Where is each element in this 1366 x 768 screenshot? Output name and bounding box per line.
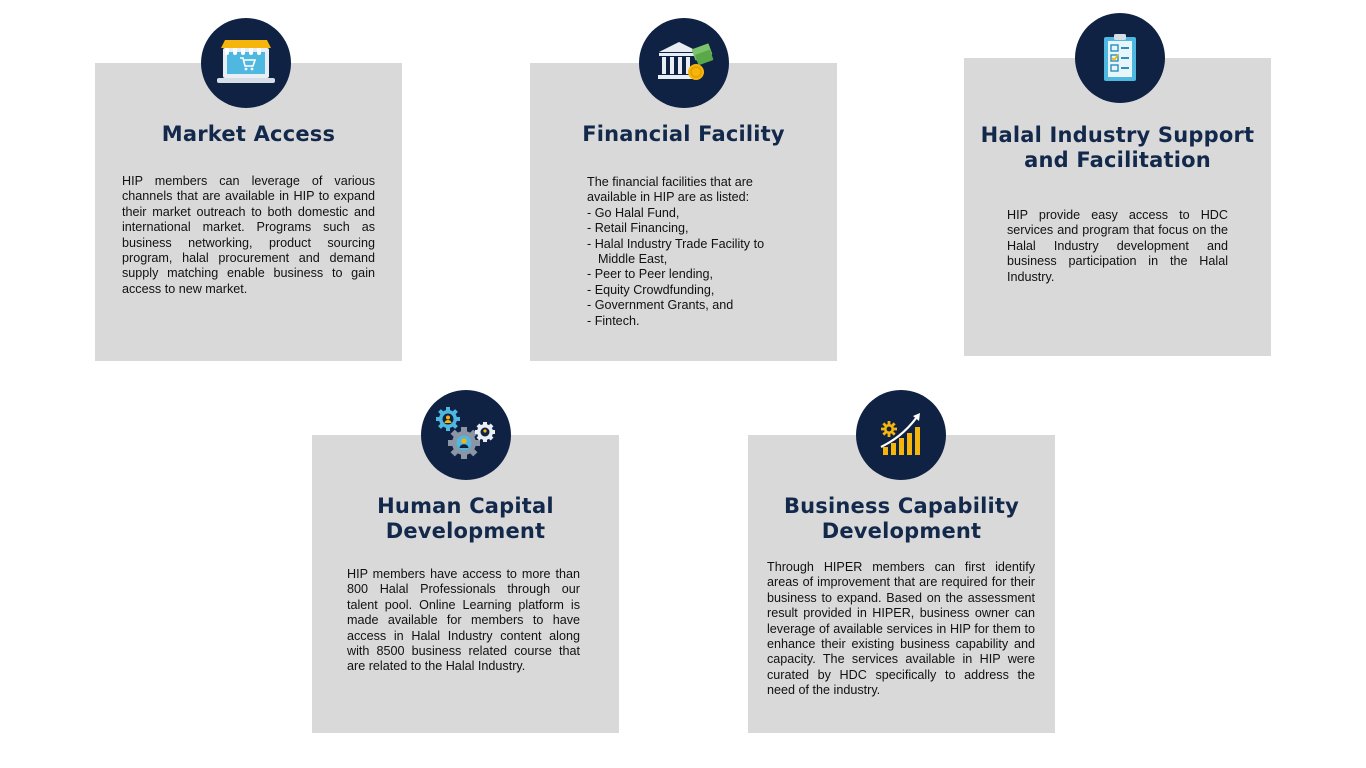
human-capital-title: Human Capital Development bbox=[377, 494, 554, 543]
list-item: - Equity Crowdfunding, bbox=[587, 282, 715, 297]
list-item: - Peer to Peer lending, bbox=[587, 267, 714, 282]
market-access-description: HIP members can leverage of various channels that are available in HIP to expand their market outreach to both domestic and international market. Programs such as business networking, product sourcing program, halal procurement and demand supply matching enable business to gain access to new market. bbox=[122, 174, 375, 296]
list-item: - Go Halal Fund, bbox=[587, 205, 680, 220]
human-capital-description: HIP members have access to more than 800 Halal Professionals through our talent pool. Online Learning platform is made available for members to have access in Halal Industry content along with 8500 business related course that are related to the Halal Industry. bbox=[347, 567, 580, 674]
halal-support-description: HIP provide easy access to HDC services and program that focus on the Halal Industry development and business participation in the Halal Industry. bbox=[1007, 208, 1228, 284]
list-item: - Government Grants, and bbox=[587, 298, 734, 313]
financial-facility-intro: The financial facilities that are available in HIP are as listed: bbox=[587, 175, 753, 205]
market-access-icon-badge bbox=[201, 18, 291, 108]
halal-support-icon-badge bbox=[1075, 13, 1165, 103]
business-capability-title: Business Capability Development bbox=[783, 494, 1020, 543]
market-access-title: Market Access bbox=[161, 122, 336, 146]
checklist-clipboard-icon bbox=[1098, 31, 1142, 85]
financial-facility-title: Financial Facility bbox=[582, 122, 785, 146]
halal-support-title: Halal Industry Support and Facilitation bbox=[980, 123, 1255, 172]
financial-facility-icon-badge bbox=[639, 18, 729, 108]
business-capability-description: Through HIPER members can first identify areas of improvement that are required for their business to expand. Based on the assessment result provided in HIPER, business owner can leverage of available services in HIP for them to enhance their existing business capability and capacity. The services available in HIP were curated by HDC specifically to address the need of the industry. bbox=[767, 560, 1035, 698]
list-item: - Halal Industry Trade Facility to Middle East, bbox=[587, 236, 765, 267]
bank-money-icon bbox=[653, 38, 715, 88]
list-item: - Fintech. bbox=[587, 313, 640, 328]
online-store-icon bbox=[215, 38, 277, 88]
human-capital-icon-badge bbox=[421, 390, 511, 480]
financial-facility-content bbox=[587, 175, 787, 329]
people-gears-icon bbox=[434, 405, 498, 465]
list-item: - Retail Financing, bbox=[587, 221, 689, 236]
business-capability-icon-badge bbox=[856, 390, 946, 480]
financial-facility-list bbox=[587, 206, 787, 329]
growth-chart-icon bbox=[873, 407, 929, 463]
